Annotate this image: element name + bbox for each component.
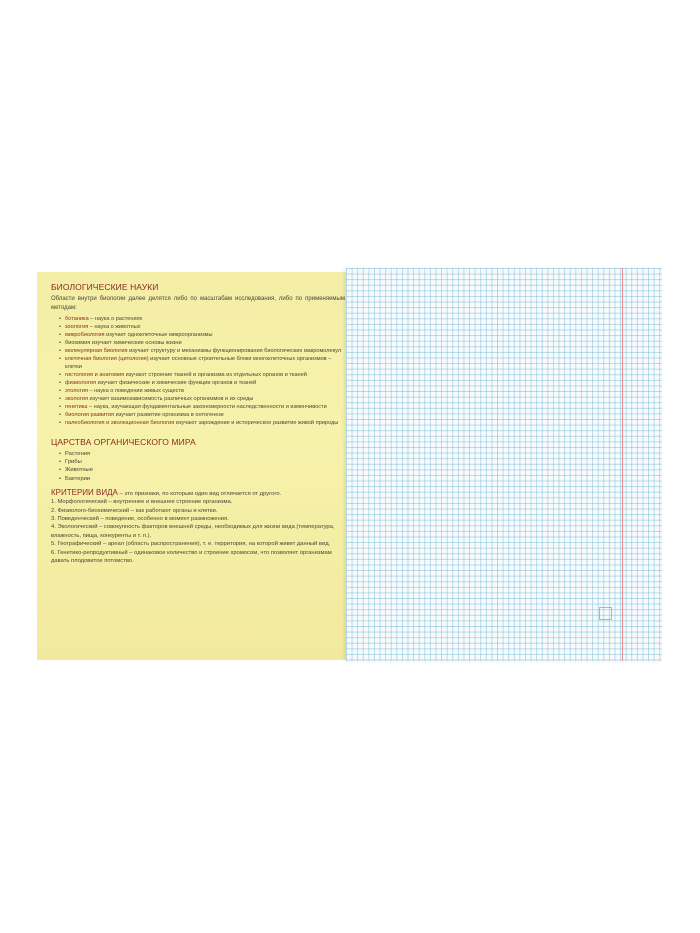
criteria-definition: – это признаки, по которым один вид отличается от другого. [117, 490, 282, 497]
list-item: • генетика – наука, изучающая фундаментальные закономерности наследственности и изменчивости [59, 403, 345, 411]
list-item: • Животные [59, 466, 345, 474]
list-item: • физиология изучает физические и химические функции органов и тканей [59, 379, 345, 387]
sciences-intro: Области внутри биологии далее делятся либо по масштабам исследования, либо по применяемым методам: [51, 296, 345, 311]
kingdoms-list [51, 450, 345, 483]
list-item: • клеточная биология (цитология) изучает основные строительные блоки многоклеточных организмов – клетки [59, 355, 345, 371]
list-item: • биология развития изучает развитие организма в онтогенезе [59, 411, 345, 419]
criteria-item: 1. Морфологический – внутреннее и внешнее строение организма. [51, 499, 233, 506]
grid-page [346, 268, 662, 661]
list-item: • палеобиология и эволюционная биология изучают зарождение и историческое развитие живой природы [59, 419, 345, 427]
sciences-list [51, 315, 345, 427]
list-item: • этология – наука о поведении живых существ [59, 387, 345, 395]
list-item: • зоология – наука о животных [59, 323, 345, 331]
list-item: • ботаника – наука о растениях [59, 315, 345, 323]
list-item: • гистология и анатомия изучают строение тканей и организма из отдельных органов и тканей [59, 371, 345, 379]
margin-line [622, 268, 623, 661]
list-item: • экология изучает взаимозависимость различных организмов и их среды [59, 395, 345, 403]
list-item: • молекулярная биология изучает структуру и механизмы функционирования биологических макромолекул [59, 347, 345, 355]
list-item: • биохимия изучает химические основы жизни [59, 339, 345, 347]
info-page [37, 272, 355, 660]
criteria-item: 5. Географический – ареал (область распространения), т. е. территория, на которой живет данный вид. [51, 541, 331, 548]
criteria-item: 4. Экологический – совокупность факторов внешней среды, необходимых для жизни вида (температура, влажность, пища, конкуренты и т. п.). [51, 524, 335, 539]
list-item: • Растения [59, 450, 345, 458]
list-item: • Грибы [59, 458, 345, 466]
list-item: • Бактерии [59, 475, 345, 483]
kingdoms-title: ЦАРСТВА ОРГАНИЧЕСКОГО МИРА [51, 437, 196, 447]
sciences-title: БИОЛОГИЧЕСКИЕ НАУКИ [51, 282, 159, 292]
list-item: • микробиология изучает одноклеточные микроорганизмы [59, 331, 345, 339]
criteria-section [51, 489, 345, 566]
criteria-item: 6. Генетико-репродуктивный – одинаковое количество и строение хромосом, что позволяет организмам давать плодовитое потомство. [51, 549, 332, 565]
criteria-heading [51, 489, 345, 498]
criteria-item: 3. Поведенческий – поведение, особенно в момент размножения. [51, 516, 229, 523]
criteria-item: 2. Физиолого-биохимический – как работают органы и клетки. [51, 507, 218, 514]
criteria-title: КРИТЕРИИ ВИДА [51, 487, 118, 497]
corner-square [599, 607, 612, 620]
